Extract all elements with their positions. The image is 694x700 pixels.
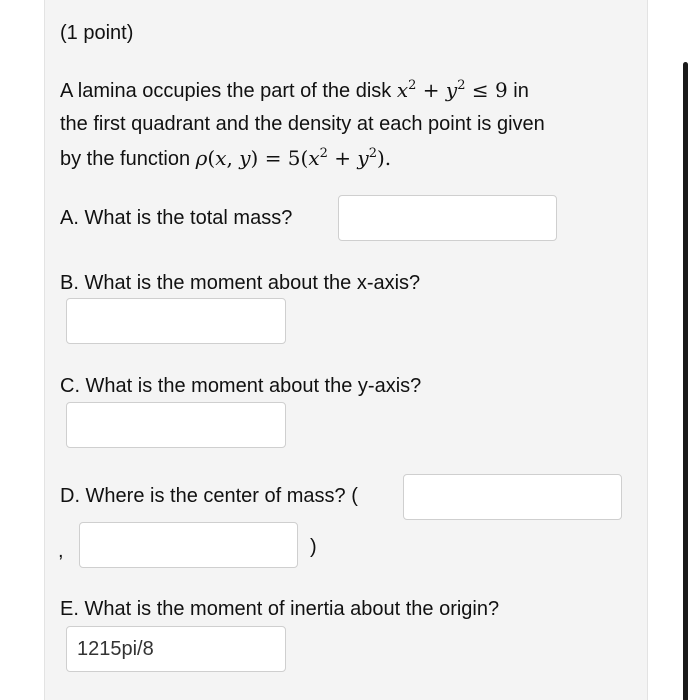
center-of-mass-y-input[interactable]: [79, 522, 298, 568]
question-d-label: D. Where is the center of mass? (: [60, 485, 358, 507]
problem-line-1: [60, 73, 529, 108]
question-b-label: B. What is the moment about the x-axis?: [60, 272, 421, 294]
problem-line-1-suffix: in: [513, 80, 529, 102]
question-c-label: C. What is the moment about the y-axis?: [60, 375, 422, 397]
disk-inequality: $x^2 + y^2 \le 9$: [396, 78, 508, 102]
center-of-mass-comma: ,: [58, 540, 64, 562]
question-a-label: A. What is the total mass?: [60, 207, 293, 229]
question-e-label: E. What is the moment of inertia about the origin?: [60, 598, 500, 620]
moment-y-axis-input[interactable]: [66, 402, 286, 448]
points-label: (1 point): [60, 22, 134, 44]
problem-line-2: the first quadrant and the density at each point is given: [60, 113, 545, 135]
total-mass-input[interactable]: [338, 195, 557, 241]
center-of-mass-close-paren: ): [310, 536, 317, 558]
moment-x-axis-input[interactable]: [66, 298, 286, 344]
density-function: ρ(x, $y) = 5(x^2 + y^2)$.: [195, 146, 392, 170]
problem-line-1-text: A lamina occupies the part of the disk: [60, 80, 392, 102]
problem-line-3: [60, 141, 391, 176]
problem-line-3-text: by the function: [60, 148, 191, 170]
moment-of-inertia-input[interactable]: [66, 626, 286, 672]
scrollbar[interactable]: [683, 62, 688, 700]
center-of-mass-x-input[interactable]: [403, 474, 622, 520]
